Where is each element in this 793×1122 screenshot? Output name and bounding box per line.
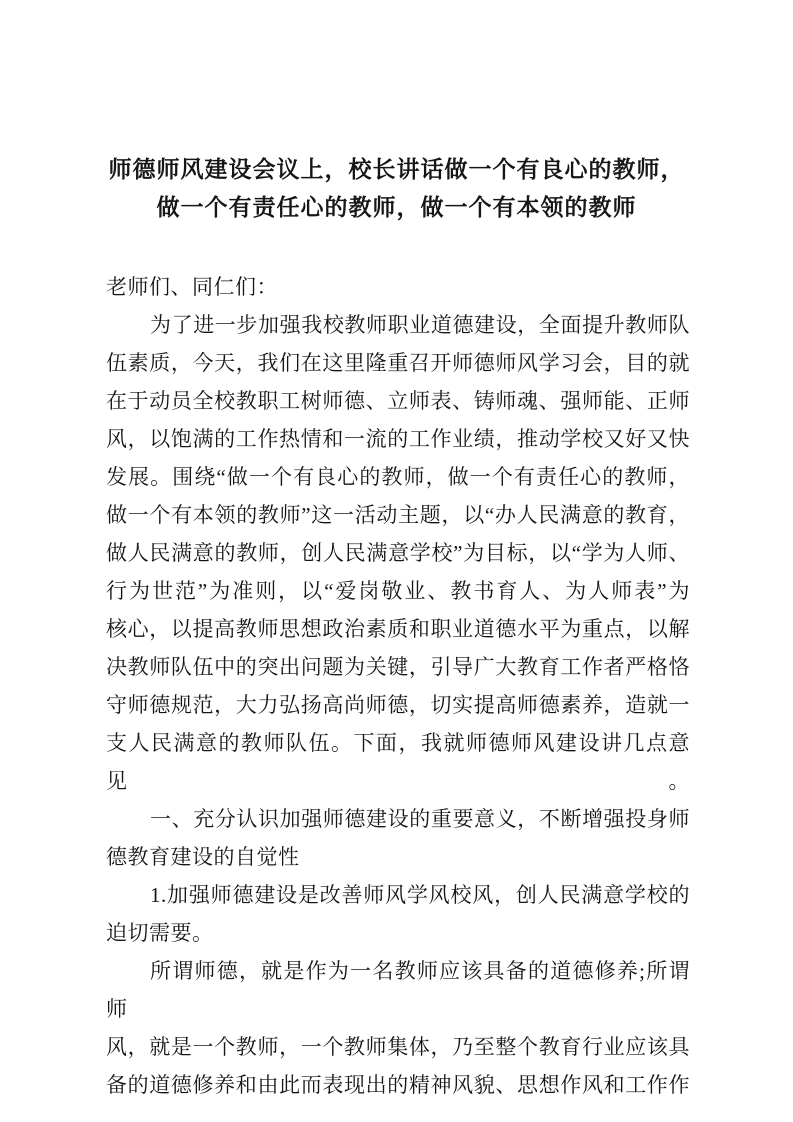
title-line-2: 做一个有责任心的教师，做一个有本领的教师 xyxy=(156,195,637,220)
text-line: 为了进一步加强我校教师职业道德建设，全面提升教师队 xyxy=(150,313,690,337)
text-line: 一、充分认识加强师德建设的重要意义，不断增强投身师 xyxy=(150,807,690,831)
text-line: 做人民满意的教师，创人民满意学校”为目标，以“学为人师、 xyxy=(106,541,690,565)
text-line: 发展。围绕“做一个有良心的教师，做一个有责任心的教师， xyxy=(106,465,690,489)
text-line: 在于动员全校教职工树师德、立师表、铸师魂、强师能、正师 xyxy=(106,389,690,413)
text-line: 老师们、同仁们： xyxy=(106,275,278,299)
text-line: 风，以饱满的工作热情和一流的工作业绩，推动学校又好又快 xyxy=(106,427,690,451)
document-title xyxy=(0,151,793,227)
text-line: 1.加强师德建设是改善师风学风校风，创人民满意学校的 xyxy=(150,883,690,907)
text-line: 行为世范”为准则，以“爱岗敬业、教书育人、为人师表”为 xyxy=(106,579,690,603)
text-line: 做一个有本领的教师”这一活动主题，以“办人民满意的教育， xyxy=(106,503,690,527)
text-line: 德教育建设的自觉性 xyxy=(106,845,300,869)
text-line: 支人民满意的教师队伍。下面，我就师德师风建设讲几点意见。 xyxy=(106,731,690,793)
text-line: 备的道德修养和由此而表现出的精神风貌、思想作风和工作作 xyxy=(106,1073,690,1097)
document-body xyxy=(0,268,793,1104)
title-line-1: 师德师风建设会议上，校长讲话做一个有良心的教师， xyxy=(108,157,685,182)
text-line: 风，就是一个教师，一个教师集体，乃至整个教育行业应该具 xyxy=(106,1035,690,1059)
text-line: 守师德规范，大力弘扬高尚师德，切实提高师德素养，造就一 xyxy=(106,693,690,717)
text-line: 决教师队伍中的突出问题为关键，引导广大教育工作者严格恪 xyxy=(106,655,690,679)
text-line: 迫切需要。 xyxy=(106,921,214,945)
text-line: 所谓师德，就是作为一名教师应该具备的道德修养;所谓师 xyxy=(106,959,690,1021)
text-line: 核心，以提高教师思想政治素质和职业道德水平为重点，以解 xyxy=(106,617,690,641)
text-line: 伍素质，今天，我们在这里隆重召开师德师风学习会，目的就 xyxy=(106,351,690,375)
